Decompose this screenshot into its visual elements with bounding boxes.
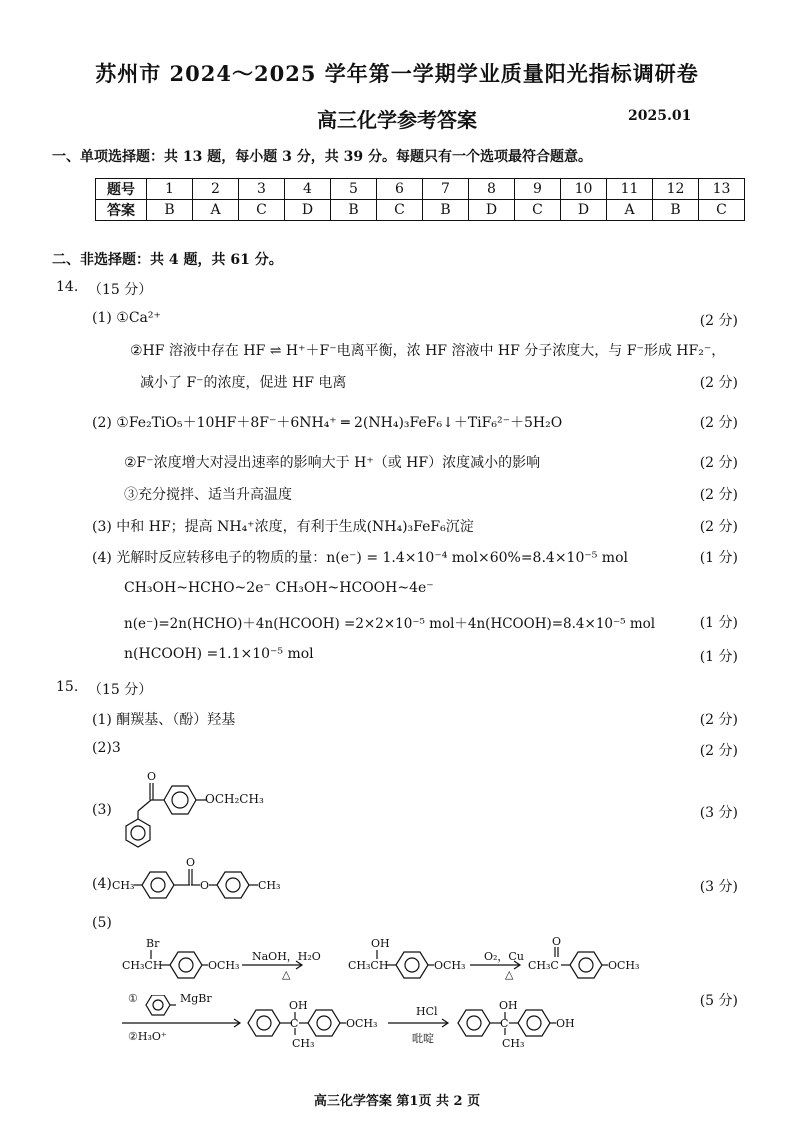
q14-1-a2-line2: 减小了 F⁻的浓度，促进 HF 电离: [140, 375, 347, 391]
q15-5-grignard: MgBr: [180, 992, 212, 1005]
svg-text:C: C: [290, 1017, 299, 1030]
q15-3-score: (3 分): [699, 805, 738, 821]
table-cell: 4: [285, 179, 331, 200]
q15-2: (2)3: [92, 740, 121, 756]
table-cell: 6: [377, 179, 423, 200]
q14-1-a2-line1: ②HF 溶液中存在 HF ⇌ H⁺＋F⁻电离平衡，浓 HF 溶液中 HF 分子浓度大，与 F⁻形成 HF₂⁻，: [130, 343, 726, 359]
table-cell: B: [653, 200, 699, 221]
svg-text:CH₃: CH₃: [502, 1037, 525, 1050]
row-label-answer: 答案: [96, 200, 147, 221]
table-cell: B: [331, 200, 377, 221]
q15-5-reagent-hcl: HCl: [416, 1005, 438, 1018]
q15-5-reagent-naoh: NaOH，H₂O: [252, 950, 321, 963]
q14-4-line3-score: (1 分): [699, 615, 738, 631]
q15-number: 15.: [56, 679, 79, 695]
q15-5-route-row1: [118, 935, 678, 995]
q15-points: （15 分）: [88, 682, 153, 698]
table-cell: D: [285, 200, 331, 221]
svg-text:CH₃CH: CH₃CH: [348, 959, 389, 972]
q14-4-line4: n(HCOOH) =1.1×10⁻⁵ mol: [124, 646, 314, 662]
q14-3-score: (2 分): [699, 519, 738, 535]
table-cell: A: [607, 200, 653, 221]
table-cell: 3: [239, 179, 285, 200]
q14-4-line4-score: (1 分): [699, 649, 738, 665]
table-cell: C: [515, 200, 561, 221]
q14-2-b3-score: (2 分): [699, 487, 738, 503]
svg-text:O: O: [147, 770, 157, 783]
table-cell: 9: [515, 179, 561, 200]
q14-4-line1-score: (1 分): [699, 550, 738, 566]
svg-text:OCH₃: OCH₃: [434, 959, 466, 972]
q15-5-heat-1: △: [282, 968, 291, 981]
svg-text:CH₃: CH₃: [258, 879, 281, 892]
svg-text:OH: OH: [289, 999, 308, 1012]
exam-date: 2025.01: [628, 108, 692, 124]
page-footer: 高三化学答案 第1页 共 2 页: [313, 1094, 481, 1109]
table-cell: C: [239, 200, 285, 221]
svg-text:OH: OH: [556, 1017, 575, 1030]
q14-2-b2: ②F⁻浓度增大对浸出速率的影响大于 H⁺（或 HF）浓度减小的影响: [124, 455, 541, 471]
table-cell: 7: [423, 179, 469, 200]
table-cell: B: [423, 200, 469, 221]
q14-2-b3: ③充分搅拌、适当升高温度: [124, 487, 292, 503]
table-row-numbers: [96, 179, 745, 200]
q15-1: (1) 酮羰基、（酚）羟基: [92, 712, 236, 728]
q14-1-a1-score: (2 分): [699, 313, 738, 329]
svg-text:CH₃CH: CH₃CH: [122, 959, 163, 972]
table-cell: C: [699, 200, 745, 221]
row-label-number: 题号: [96, 179, 147, 200]
table-cell: 12: [653, 179, 699, 200]
q14-3: (3) 中和 HF；提高 NH₄⁺浓度，有利于生成(NH₄)₃FeF₆沉淀: [92, 519, 474, 535]
svg-text:C: C: [500, 1017, 509, 1030]
svg-text:OH: OH: [371, 937, 390, 950]
svg-text:OCH₃: OCH₃: [208, 959, 240, 972]
page-subtitle: 高三化学参考答案: [317, 108, 477, 132]
table-cell: 2: [193, 179, 239, 200]
q15-5-heat-2: △: [505, 968, 514, 981]
q14-1-a2-score: (2 分): [699, 375, 738, 391]
svg-text:O: O: [186, 856, 196, 869]
q15-5-step2: ②H₃O⁺: [128, 1030, 167, 1043]
page-title: 苏州市 2024～2025 学年第一学期学业质量阳光指标调研卷: [95, 61, 699, 86]
svg-text:OCH₃: OCH₃: [608, 959, 640, 972]
q15-4-structure: [112, 856, 332, 906]
q14-4-line3: n(e⁻)=2n(HCHO)＋4n(HCOOH) =2×2×10⁻⁵ mol＋4n(HCOOH)=8.4×10⁻⁵ mol: [124, 616, 656, 632]
table-cell: 8: [469, 179, 515, 200]
q14-4-line1: (4) 光解时反应转移电子的物质的量：n(e⁻) = 1.4×10⁻⁴ mol×60%=8.4×10⁻⁵ mol: [92, 550, 628, 566]
svg-text:O: O: [552, 935, 562, 948]
q15-3-label: (3): [92, 802, 112, 818]
table-cell: 5: [331, 179, 377, 200]
table-cell: B: [147, 200, 193, 221]
svg-text:O: O: [200, 879, 210, 892]
q15-3-structure: [112, 765, 272, 855]
q15-1-score: (2 分): [699, 712, 738, 728]
section-1-heading: 一、单项选择题：共 13 题，每小题 3 分，共 39 分。每题只有一个选项最符合题意。: [52, 149, 592, 165]
q15-5-label: (5): [92, 915, 112, 931]
q15-3-substituent: OCH₂CH₃: [205, 792, 264, 806]
section-2-heading: 二、非选择题：共 4 题，共 61 分。: [52, 252, 283, 268]
q14-4-line2: CH₃OH~HCHO~2e⁻ CH₃OH~HCOOH~4e⁻: [124, 580, 434, 596]
table-cell: 10: [561, 179, 607, 200]
q15-4-label: (4): [92, 876, 112, 892]
table-cell: C: [377, 200, 423, 221]
q15-5-reagent-pyridine: 吡啶: [412, 1032, 434, 1045]
q14-2-b1-score: (2 分): [699, 415, 738, 431]
q14-2-b1: (2) ①Fe₂TiO₅＋10HF＋8F⁻＋6NH₄⁺ ═ 2(NH₄)₃FeF₆↓＋TiF₆²⁻＋5H₂O: [92, 415, 563, 431]
svg-text:OH: OH: [499, 999, 518, 1012]
q15-5-step1: ①: [128, 992, 138, 1005]
svg-text:CH₃: CH₃: [292, 1037, 315, 1050]
q15-5-score: (5 分): [699, 993, 738, 1009]
svg-text:CH₃: CH₃: [112, 879, 135, 892]
q15-5-reagent-o2: O₂，Cu: [484, 950, 524, 963]
answer-table: [95, 178, 745, 221]
table-cell: D: [469, 200, 515, 221]
q15-2-score: (2 分): [699, 743, 738, 759]
table-cell: A: [193, 200, 239, 221]
q15-4-score: (3 分): [699, 879, 738, 895]
table-row-answers: [96, 200, 745, 221]
q14-number: 14.: [56, 279, 79, 295]
q14-2-b2-score: (2 分): [699, 455, 738, 471]
q14-points: （15 分）: [88, 282, 153, 298]
table-cell: D: [561, 200, 607, 221]
table-cell: 11: [607, 179, 653, 200]
q14-1-a1: (1) ①Ca²⁺: [92, 310, 161, 326]
table-cell: 1: [147, 179, 193, 200]
table-cell: 13: [699, 179, 745, 200]
svg-text:CH₃C: CH₃C: [528, 959, 559, 972]
svg-text:OCH₃: OCH₃: [346, 1017, 378, 1030]
svg-text:Br: Br: [146, 937, 160, 950]
